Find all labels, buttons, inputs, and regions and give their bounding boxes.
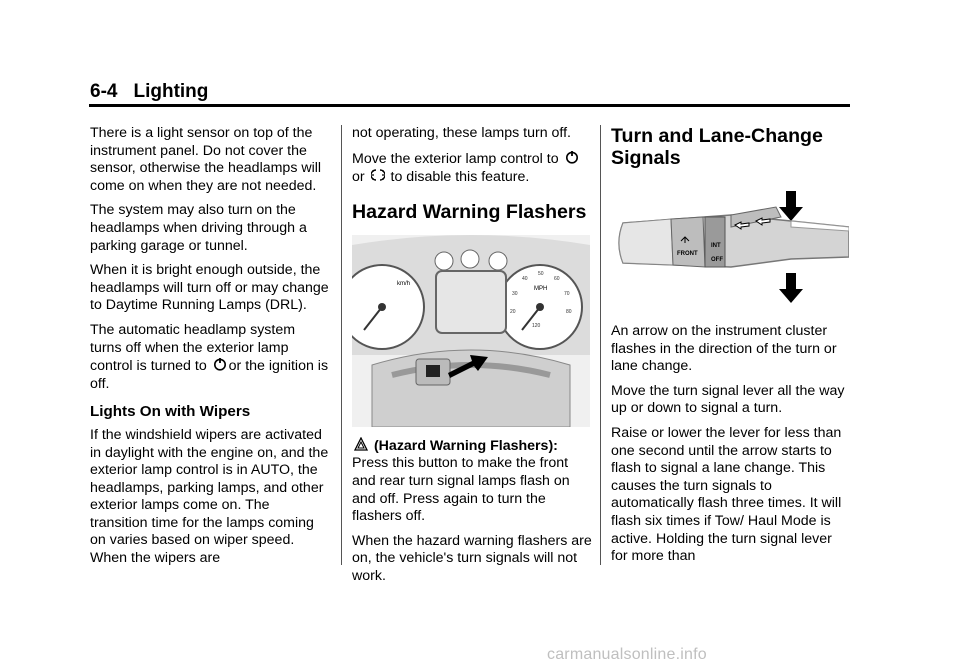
hazard-note-paragraph: When the hazard warning flashers are on, the vehicle's turn signals will not work. — [352, 532, 592, 584]
disable-paragraph — [352, 150, 592, 187]
right-gauge-tick: 30 — [512, 290, 518, 297]
garage-paragraph: The system may also turn on the headlamps when driving through a parking garage or tunnel. — [90, 202, 307, 254]
column-divider-2 — [600, 125, 601, 565]
column-3 — [611, 125, 851, 573]
auto-off-text-a: The automatic headlamp system turns off when the exterior lamp control is turned to — [90, 321, 296, 375]
instrument-cluster-illustration — [352, 235, 590, 427]
down-arrow — [779, 273, 803, 303]
column-2 — [352, 125, 592, 593]
hazard-desc-text: Press this button to make the front and rear turn signal lamps flash on and off. Press again to turn the flashers off. — [352, 455, 570, 525]
disable-text-b: or — [352, 169, 365, 186]
hazard-description — [352, 437, 592, 526]
parking-lamps-icon — [371, 168, 385, 182]
hazard-button — [426, 365, 440, 377]
page-number: 6-4 — [90, 81, 118, 102]
power-off-icon — [213, 357, 227, 371]
auto-off-paragraph — [90, 322, 330, 393]
disable-text-a: Move the exterior lamp control to — [352, 150, 559, 167]
center-display — [436, 271, 506, 333]
right-gauge-tick: 60 — [554, 275, 560, 282]
turn-signals-heading: Turn and Lane-Change Signals — [611, 125, 823, 169]
lane-change-paragraph: Raise or lower the lever for less than one second until the arrow starts to flash to signal a lane change. This causes the turn signals to automatically flash three times. It will flash six times if Tow/ Haul Mode is active. Holding the turn signal lever for more than — [611, 424, 842, 565]
lever-front-label: FRONT — [677, 251, 698, 257]
column-1 — [90, 125, 330, 575]
chapter-title: Lighting — [133, 81, 209, 102]
right-gauge-tick: 40 — [522, 275, 528, 282]
tachometer-gauge — [352, 265, 424, 349]
turn-arrow-paragraph: An arrow on the instrument cluster flashes in the direction of the turn or lane change. — [611, 323, 837, 375]
sensor-paragraph: There is a light sensor on top of the instrument panel. Do not cover the sensor, otherwise the headlamps will come on when they are not needed. — [90, 125, 322, 194]
disable-text-c: to disable this feature. — [390, 169, 530, 186]
left-gauge-label: km/h — [397, 280, 411, 287]
turn-signal-lever-illustration — [611, 181, 849, 311]
right-gauge-inner: 120 — [532, 322, 541, 329]
lever-int-label: INT — [711, 243, 721, 249]
column-divider-1 — [341, 125, 342, 565]
wipers-heading: Lights On with Wipers — [90, 403, 251, 421]
page-header — [90, 81, 208, 103]
right-gauge-tick: 20 — [510, 308, 516, 315]
wipers-paragraph: If the windshield wipers are activated in daylight with the engine on, and the exterior lamp control is in AUTO, the headlamps, parking lamps, and other exterior lamps come on. The transition time for the lamps coming on varies based on wiper speed. When the wipers are — [90, 426, 329, 567]
watermark: carmanualsonline.info — [547, 646, 707, 663]
auto-off-text-b: or the ignition is off. — [90, 358, 329, 392]
right-gauge-tick: 70 — [564, 290, 570, 297]
header-rule — [89, 104, 850, 107]
hazard-triangle-icon — [354, 437, 368, 451]
right-gauge-tick: 80 — [566, 308, 572, 315]
lamps-off-paragraph: not operating, these lamps turn off. — [352, 125, 571, 141]
hazard-heading: Hazard Warning Flashers — [352, 200, 587, 223]
lever-off-label: OFF — [711, 257, 723, 263]
up-arrow — [779, 191, 803, 221]
drl-paragraph: When it is bright enough outside, the headlamps will turn off or may change to Daytime Running Lamps (DRL). — [90, 262, 329, 314]
right-gauge-tick: 50 — [538, 270, 544, 277]
hazard-label: (Hazard Warning Flashers): — [373, 437, 558, 454]
power-off-icon — [565, 150, 579, 164]
turn-move-paragraph: Move the turn signal lever all the way up or down to signal a turn. — [611, 382, 845, 417]
right-gauge-label: MPH — [534, 285, 548, 292]
